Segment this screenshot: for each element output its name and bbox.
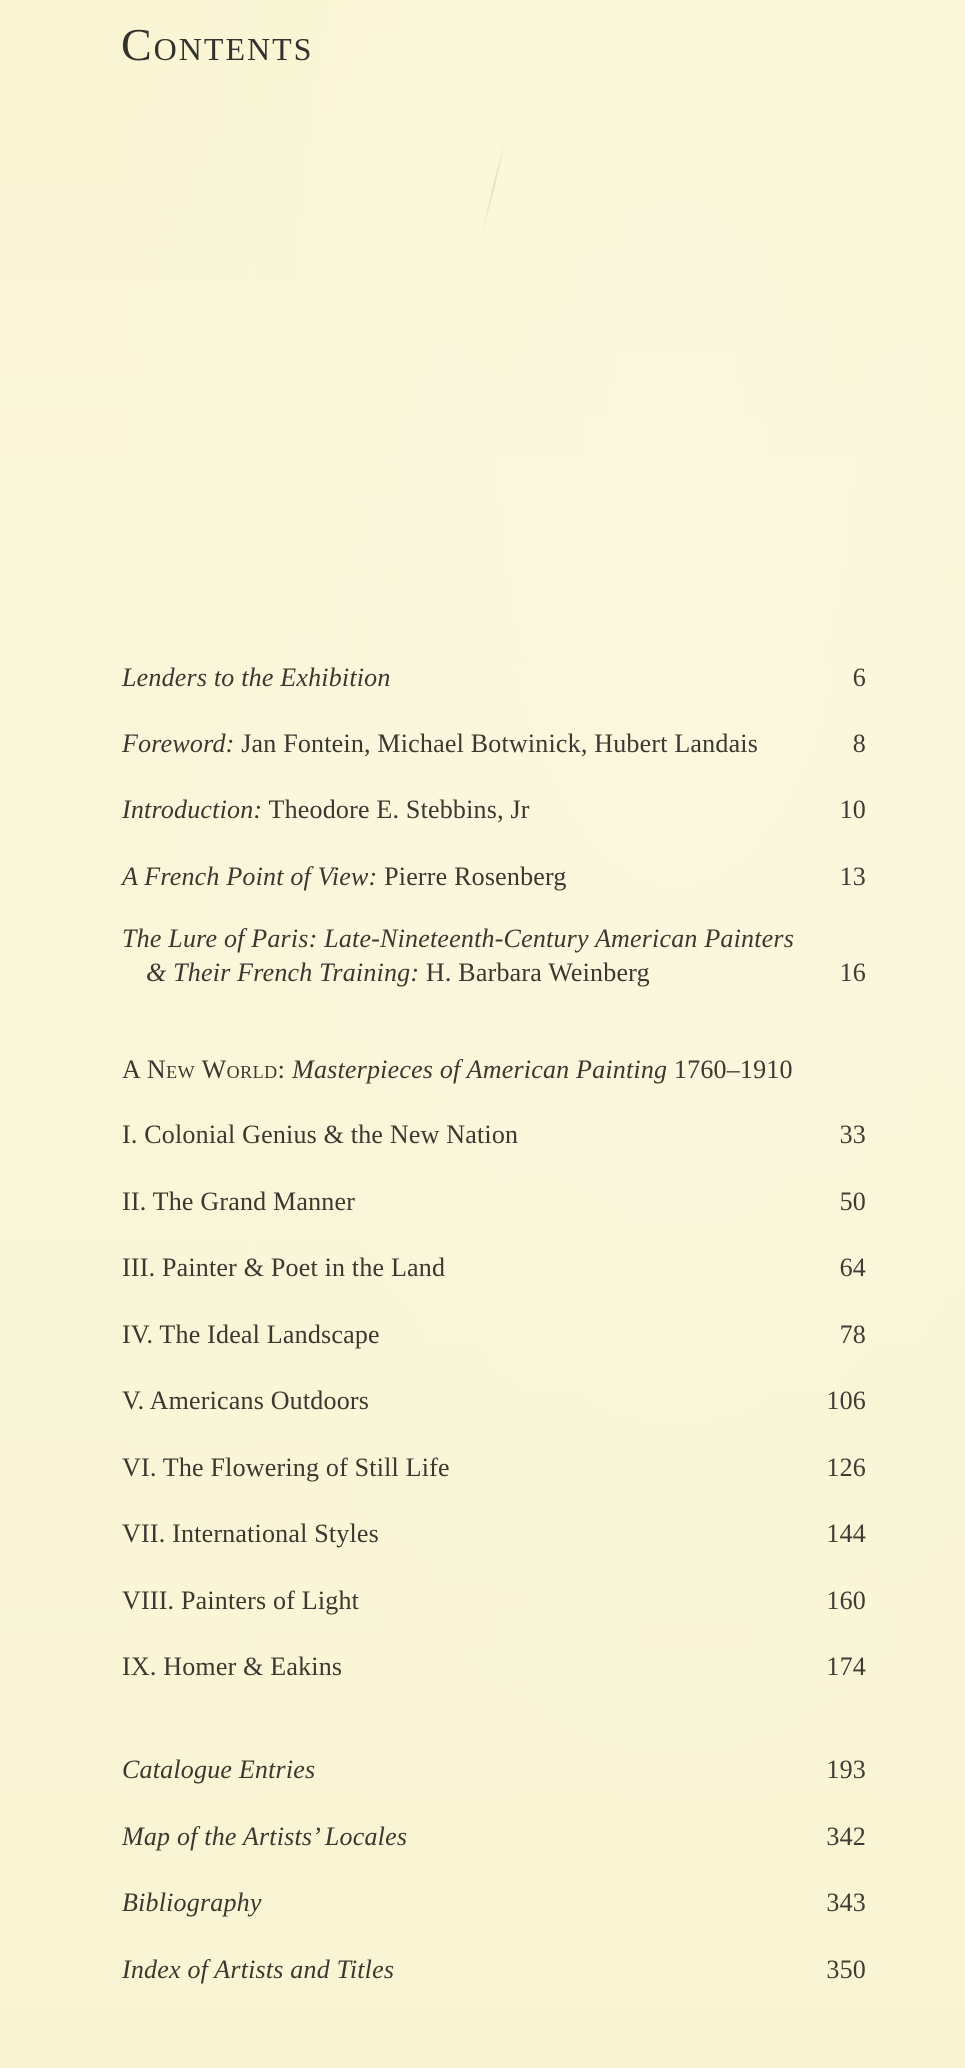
entry-title: Introduction: [122, 795, 263, 824]
entry-title: Index of Artists and Titles [122, 1955, 395, 1984]
entry-title: Foreword: [122, 729, 235, 758]
section-header-dates: 1760–1910 [673, 1055, 793, 1084]
chapter-label: VI. The Flowering of Still Life [122, 1453, 450, 1482]
toc-entry-foreword [122, 727, 866, 761]
entry-text [122, 860, 810, 894]
toc-chapter-7 [122, 1517, 866, 1551]
page-number: 78 [839, 1320, 866, 1349]
entry-title-line2 [122, 956, 796, 990]
chapter-label: V. Americans Outdoors [122, 1386, 370, 1415]
chapter-label: I. Colonial Genius & the New Nation [122, 1120, 519, 1149]
page-number: 13 [839, 862, 866, 891]
entry-names: H. Barbara Weinberg [419, 958, 650, 987]
chapter-label: VII. International Styles [122, 1519, 379, 1548]
entry-text [122, 793, 810, 827]
section-header-smallcaps: A New World: [122, 1055, 286, 1084]
page-number: 144 [826, 1519, 866, 1548]
page-number: 64 [839, 1253, 866, 1282]
page-title: Contents [121, 19, 314, 70]
section-header [122, 1053, 866, 1087]
toc-chapter-5 [122, 1384, 866, 1418]
page-number: 33 [839, 1120, 866, 1149]
page-number: 174 [826, 1652, 866, 1681]
page-number: 350 [826, 1955, 866, 1984]
entry-text [122, 661, 810, 695]
entry-title: A French Point of View: [122, 862, 378, 891]
toc-chapter-8 [122, 1584, 866, 1618]
page-number: 160 [826, 1586, 866, 1615]
chapter-label: III. Painter & Poet in the Land [122, 1253, 446, 1282]
toc-entry-map-of-locales [122, 1820, 866, 1854]
toc-entry-french-point-of-view [122, 860, 866, 894]
page-number: 6 [852, 663, 866, 692]
page-number: 342 [826, 1822, 866, 1851]
entry-text [122, 727, 810, 761]
chapter-label: II. The Grand Manner [122, 1187, 356, 1216]
entry-text [122, 922, 810, 990]
page-number: 8 [852, 729, 866, 758]
entry-title: Lenders to the Exhibition [122, 663, 391, 692]
toc-chapter-2 [122, 1185, 866, 1219]
scan-crease [481, 143, 506, 236]
page-number: 193 [826, 1755, 866, 1784]
toc-entry-bibliography [122, 1886, 866, 1920]
toc-entry-introduction [122, 793, 866, 827]
entry-title: Bibliography [122, 1888, 262, 1917]
page-number: 10 [839, 795, 866, 824]
toc-entry-index [122, 1953, 866, 1987]
section-header-text [122, 1053, 866, 1087]
toc-entry-catalogue-entries [122, 1753, 866, 1787]
toc-chapter-9 [122, 1650, 866, 1684]
toc-entry-lure-of-paris [122, 922, 866, 990]
toc-chapter-4 [122, 1318, 866, 1352]
entry-title: Catalogue Entries [122, 1755, 316, 1784]
page-number: 16 [839, 958, 866, 987]
toc-chapter-1 [122, 1118, 866, 1152]
chapter-label: VIII. Painters of Light [122, 1586, 360, 1615]
page-number: 126 [826, 1453, 866, 1482]
section-header-subtitle: Masterpieces of American Painting [285, 1055, 674, 1084]
entry-names: Theodore E. Stebbins, Jr [262, 795, 530, 824]
chapter-label: IV. The Ideal Landscape [122, 1320, 380, 1349]
page-number: 343 [826, 1888, 866, 1917]
entry-title-line2-italic: & Their French Training: [146, 958, 420, 987]
page-number: 106 [826, 1386, 866, 1415]
toc-chapter-3 [122, 1251, 866, 1285]
entry-title-line1: The Lure of Paris: Late-Nineteenth-Century American Painters [122, 924, 795, 953]
toc-entry-lenders [122, 661, 866, 695]
chapter-label: IX. Homer & Eakins [122, 1652, 343, 1681]
page-number: 50 [839, 1187, 866, 1216]
entry-title: Map of the Artists’ Locales [122, 1822, 408, 1851]
entry-names: Pierre Rosenberg [377, 862, 567, 891]
toc-chapter-6 [122, 1451, 866, 1485]
entry-names: Jan Fontein, Michael Botwinick, Hubert Landais [234, 729, 759, 758]
